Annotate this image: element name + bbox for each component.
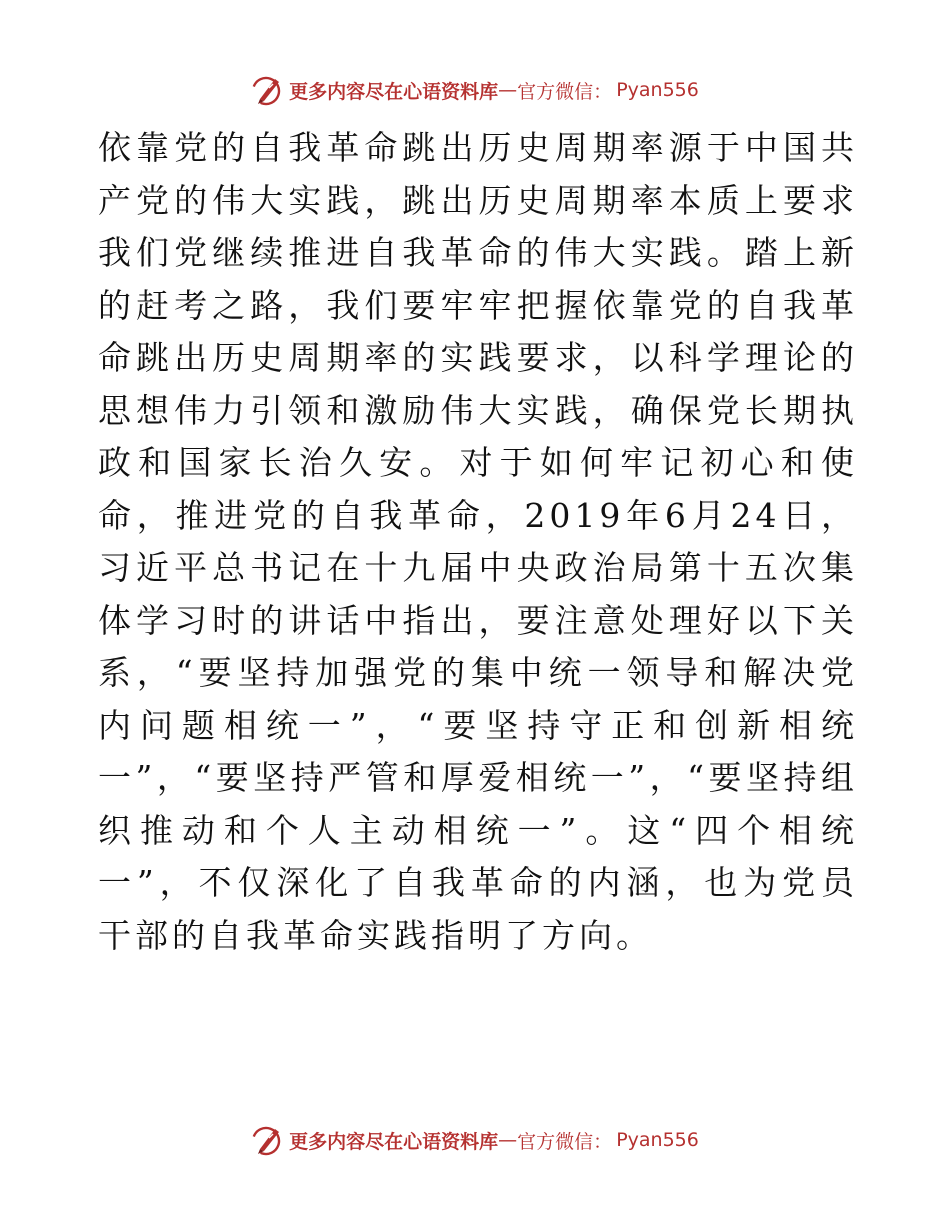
- quill-pen-logo-icon: [251, 73, 285, 107]
- body-paragraph: 依靠党的自我革命跳出历史周期率源于中国共产党的伟大实践，跳出历史周期率本质上要求我们党继续推进自我革命的伟大实践。踏上新的赶考之路，我们要牢牢把握依靠党的自我革命跳出历史周期率的实践要求，以科学理论的思想伟力引领和激励伟大实践，确保党长期执政和国家长治久安。对于如何牢记初心和使命，推进党的自我革命，2019年6月24日，习近平总书记在十九届中央政治局第十五次集体学习时的讲话中指出，要注意处理好以下关系，“要坚持加强党的集中统一领导和解决党内问题相统一”，“要坚持守正和创新相统一”，“要坚持严管和厚爱相统一”，“要坚持组织推动和个人主动相统一”。这“四个相统一”，不仅深化了自我革命的内涵，也为党员干部的自我革命实践指明了方向。: [98, 128, 858, 955]
- footer-banner: [0, 1120, 950, 1160]
- header-banner: [0, 70, 950, 110]
- header-separator: —: [498, 79, 518, 101]
- header-site-name: 更多内容尽在心语资料库: [289, 80, 499, 103]
- footer-site-name: 更多内容尽在心语资料库: [289, 1130, 499, 1153]
- footer-wechat-label: 官方微信：: [517, 1130, 613, 1153]
- footer-wechat-id: Pyan556: [616, 1129, 699, 1151]
- quill-pen-logo-icon: [251, 1123, 285, 1157]
- header-wechat-label: 官方微信：: [517, 80, 613, 103]
- header-wechat-id: Pyan556: [616, 79, 699, 101]
- footer-separator: —: [498, 1129, 518, 1151]
